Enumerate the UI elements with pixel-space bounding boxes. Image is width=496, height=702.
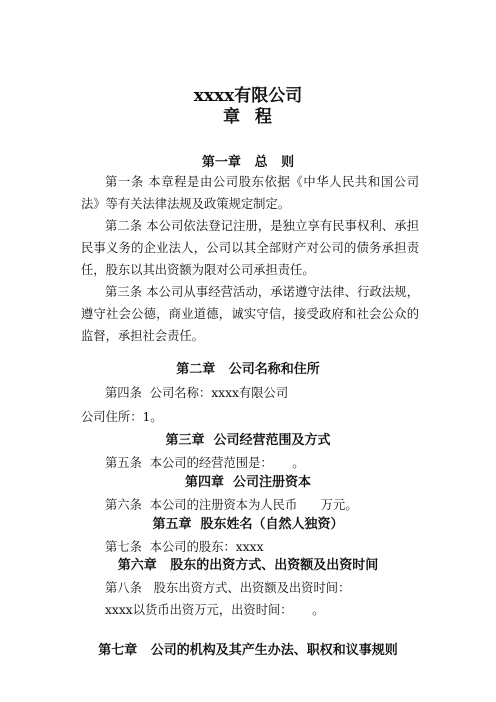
chapter-6-heading: 第六章 股东的出资方式、出资额及出资时间 xyxy=(117,558,379,573)
company-address: 公司住所：1。 xyxy=(81,410,163,424)
chapter-1-heading: 第一章 总 则 xyxy=(201,155,295,170)
article-8: 第八条 股东出资方式、出资额及出资时间： xyxy=(105,581,351,595)
article-5: 第五条 本公司的经营范围是： 。 xyxy=(105,456,305,470)
article-4: 第四条 公司名称：xxxx有限公司 xyxy=(105,386,289,400)
chapter-7-heading: 第七章 公司的机构及其产生办法、职权和议事规则 xyxy=(98,643,398,658)
chapter-2-heading: 第二章 公司名称和住所 xyxy=(176,362,320,377)
chapter-4-heading: 第四章 公司注册资本 xyxy=(184,475,312,490)
article-6: 第六条 本公司的注册资本为人民币 万元。 xyxy=(105,498,358,512)
article-2: 第二条 本公司依法登记注册，是独立享有民事权利、承担民事义务的企业法人，公司以其全部财产对公司的债务承担责任，股东以其出资额为限对公司承担责任。 xyxy=(81,219,419,277)
chapter-3-heading: 第三章 公司经营范围及方式 xyxy=(165,433,331,448)
article-3: 第三条 本公司从事经营活动，承诺遵守法律、行政法规，遵守社会公德，商业道德，诚实守信，接受政府和社会公众的监督，承担社会责任。 xyxy=(81,285,419,343)
company-title: xxxx有限公司 xyxy=(193,86,303,106)
charter-title: 章 程 xyxy=(223,107,273,127)
article-7: 第七条 本公司的股东：xxxx xyxy=(105,540,264,554)
article-1: 第一条 本章程是由公司股东依据《中华人民共和国公司法》等有关法律法规及政策规定制定。 xyxy=(81,175,419,211)
chapter-5-heading: 第五章 股东姓名（自然人独资） xyxy=(152,517,344,532)
contribution-line: xxxx以货币出资万元，出资时间： 。 xyxy=(105,603,325,617)
